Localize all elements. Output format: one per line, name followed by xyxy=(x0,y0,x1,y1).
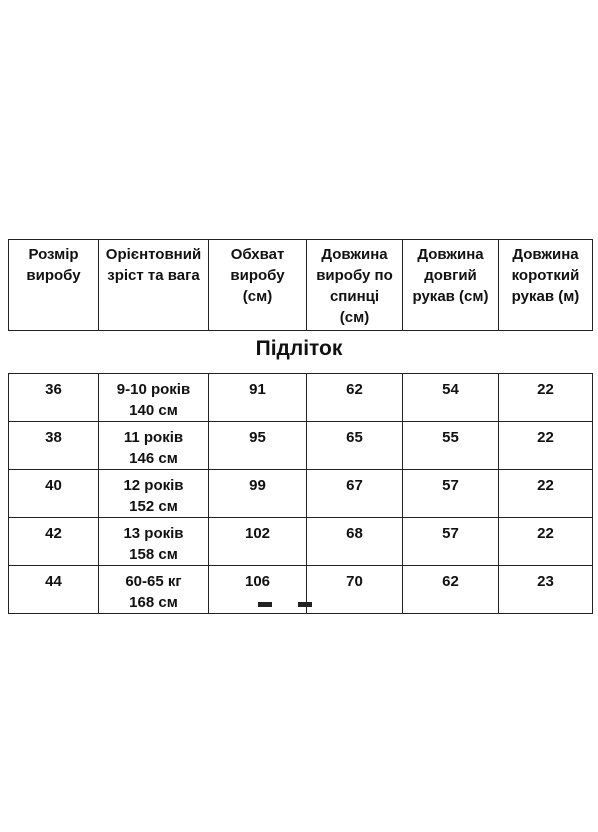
cell-girth: 99 xyxy=(209,470,307,518)
cell-long-sleeve: 55 xyxy=(403,422,499,470)
table-row xyxy=(9,518,593,566)
cell-height-weight: 11 років 146 см xyxy=(99,422,209,470)
cell-girth: 95 xyxy=(209,422,307,470)
cell-girth: 102 xyxy=(209,518,307,566)
header-girth: Обхват виробу (см) xyxy=(209,240,307,331)
header-back-length: Довжина виробу по спинці (см) xyxy=(307,240,403,331)
cell-girth: 91 xyxy=(209,374,307,422)
cell-back-length: 62 xyxy=(307,374,403,422)
header-short-sleeve: Довжина короткий рукав (м) xyxy=(499,240,593,331)
section-title: Підліток xyxy=(255,337,343,360)
cell-size: 44 xyxy=(9,566,99,614)
header-row xyxy=(9,240,593,331)
cell-short-sleeve: 23 xyxy=(499,566,593,614)
cell-short-sleeve: 22 xyxy=(499,470,593,518)
cell-long-sleeve: 57 xyxy=(403,518,499,566)
cell-height-weight: 13 років 158 см xyxy=(99,518,209,566)
cell-short-sleeve: 22 xyxy=(499,374,593,422)
cell-long-sleeve: 57 xyxy=(403,470,499,518)
cell-long-sleeve: 54 xyxy=(403,374,499,422)
cell-girth: 106 xyxy=(209,566,307,614)
cell-back-length: 70 xyxy=(307,566,403,614)
size-chart-header-table xyxy=(8,239,593,331)
cell-size: 40 xyxy=(9,470,99,518)
header-long-sleeve: Довжина довгий рукав (см) xyxy=(403,240,499,331)
table-row xyxy=(9,422,593,470)
cell-short-sleeve: 22 xyxy=(499,518,593,566)
cell-size: 38 xyxy=(9,422,99,470)
table-row xyxy=(9,470,593,518)
cropped-heading-fragment xyxy=(258,602,314,607)
size-chart-data-table xyxy=(8,373,593,614)
table-row xyxy=(9,374,593,422)
cell-height-weight: 9-10 років 140 см xyxy=(99,374,209,422)
header-size: Розмір виробу xyxy=(9,240,99,331)
cell-size: 36 xyxy=(9,374,99,422)
cell-size: 42 xyxy=(9,518,99,566)
header-height-weight: Орієнтовний зріст та вага xyxy=(99,240,209,331)
cell-back-length: 67 xyxy=(307,470,403,518)
cell-back-length: 65 xyxy=(307,422,403,470)
cell-height-weight: 60-65 кг 168 см xyxy=(99,566,209,614)
cell-long-sleeve: 62 xyxy=(403,566,499,614)
cell-back-length: 68 xyxy=(307,518,403,566)
cell-height-weight: 12 років 152 см xyxy=(99,470,209,518)
cell-short-sleeve: 22 xyxy=(499,422,593,470)
